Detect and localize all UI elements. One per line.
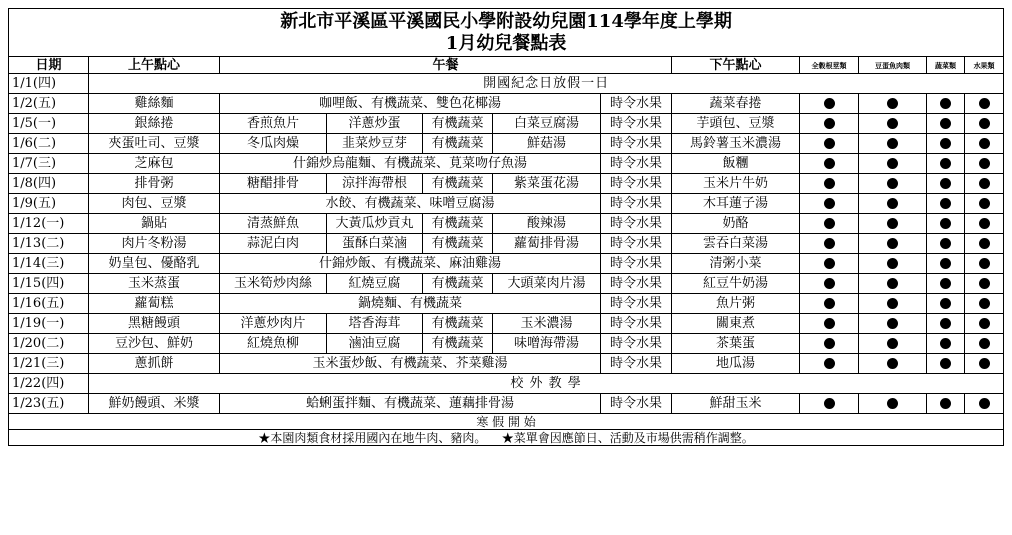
bullet-dot-icon <box>979 358 990 369</box>
date-cell: 1/9(五) <box>9 194 89 214</box>
bullet-dot-icon <box>940 338 951 349</box>
lunch-vegetable-cell: 有機蔬菜 <box>423 134 493 154</box>
food-group-fruit-cell <box>965 234 1004 254</box>
title-line-2: 1月幼兒餐點表 <box>445 32 567 54</box>
food-group-veg-cell <box>927 114 965 134</box>
lunch-side-dish-cell: 涼拌海帶根 <box>327 174 423 194</box>
food-group-fruit-cell <box>965 314 1004 334</box>
pm-snack-cell: 飯糰 <box>672 154 800 174</box>
lunch-main-dish-cell: 清蒸鮮魚 <box>220 214 327 234</box>
lunch-main-dish-cell: 洋蔥炒肉片 <box>220 314 327 334</box>
lunch-fruit-cell: 時令水果 <box>601 194 672 214</box>
am-snack-cell: 鮮奶饅頭、米漿 <box>89 394 220 414</box>
food-group-fruit-cell <box>965 294 1004 314</box>
header-lunch: 午餐 <box>220 57 672 74</box>
lunch-soup-cell: 味噌海帶湯 <box>493 334 601 354</box>
lunch-cell: 水餃、有機蔬菜、味噌豆腐湯 <box>220 194 601 214</box>
am-snack-cell: 奶皇包、優酪乳 <box>89 254 220 274</box>
food-group-veg-cell <box>927 274 965 294</box>
food-group-veg-cell <box>927 174 965 194</box>
lunch-soup-cell: 白菜豆腐湯 <box>493 114 601 134</box>
am-snack-cell: 夾蛋吐司、豆漿 <box>89 134 220 154</box>
bullet-dot-icon <box>887 298 898 309</box>
bullet-dot-icon <box>940 118 951 129</box>
bullet-dot-icon <box>887 138 898 149</box>
food-group-fruit-cell <box>965 134 1004 154</box>
date-cell: 1/21(三) <box>9 354 89 374</box>
food-group-grains-cell <box>800 114 859 134</box>
food-group-protein-cell <box>859 174 927 194</box>
lunch-fruit-cell: 時令水果 <box>601 114 672 134</box>
date-cell: 1/22(四) <box>9 374 89 394</box>
pm-snack-cell: 雲吞白菜湯 <box>672 234 800 254</box>
menu-row <box>9 214 1004 234</box>
am-snack-cell: 鍋貼 <box>89 214 220 234</box>
lunch-fruit-cell: 時令水果 <box>601 334 672 354</box>
lunch-side-dish-cell: 塔香海茸 <box>327 314 423 334</box>
menu-row <box>9 154 1004 174</box>
menu-row <box>9 334 1004 354</box>
date-cell: 1/5(一) <box>9 114 89 134</box>
bullet-dot-icon <box>979 398 990 409</box>
food-group-fruit-cell <box>965 254 1004 274</box>
food-group-fruit-cell <box>965 174 1004 194</box>
bullet-dot-icon <box>887 238 898 249</box>
header-am-snack: 上午點心 <box>89 57 220 74</box>
bullet-dot-icon <box>887 278 898 289</box>
lunch-fruit-cell: 時令水果 <box>601 134 672 154</box>
lunch-soup-cell: 玉米濃湯 <box>493 314 601 334</box>
menu-row <box>9 314 1004 334</box>
am-snack-cell: 黑糖饅頭 <box>89 314 220 334</box>
lunch-fruit-cell: 時令水果 <box>601 354 672 374</box>
title-line-1: 新北市平溪區平溪國民小學附設幼兒園114學年度上學期 <box>280 10 732 32</box>
pm-snack-cell: 關東煮 <box>672 314 800 334</box>
menu-sheet <box>8 8 1003 446</box>
food-group-grains-cell <box>800 394 859 414</box>
header-protein: 豆蛋魚肉類 <box>859 57 927 74</box>
bullet-dot-icon <box>887 218 898 229</box>
lunch-fruit-cell: 時令水果 <box>601 234 672 254</box>
bullet-dot-icon <box>940 358 951 369</box>
title-row <box>9 9 1004 57</box>
bullet-dot-icon <box>824 218 835 229</box>
lunch-main-dish-cell: 香煎魚片 <box>220 114 327 134</box>
lunch-soup-cell: 大頭菜肉片湯 <box>493 274 601 294</box>
pm-snack-cell: 玉米片牛奶 <box>672 174 800 194</box>
food-group-fruit-cell <box>965 354 1004 374</box>
food-group-veg-cell <box>927 94 965 114</box>
bullet-dot-icon <box>887 198 898 209</box>
lunch-side-dish-cell: 蛋酥白菜滷 <box>327 234 423 254</box>
food-group-veg-cell <box>927 394 965 414</box>
food-group-fruit-cell <box>965 194 1004 214</box>
header-date: 日期 <box>9 57 89 74</box>
pm-snack-cell: 清粥小菜 <box>672 254 800 274</box>
food-group-protein-cell <box>859 154 927 174</box>
menu-row <box>9 174 1004 194</box>
food-group-protein-cell <box>859 394 927 414</box>
date-cell: 1/23(五) <box>9 394 89 414</box>
date-cell: 1/14(三) <box>9 254 89 274</box>
bullet-dot-icon <box>940 198 951 209</box>
am-snack-cell: 蔥抓餅 <box>89 354 220 374</box>
food-group-fruit-cell <box>965 154 1004 174</box>
pm-snack-cell: 馬鈴薯玉米濃湯 <box>672 134 800 154</box>
food-group-grains-cell <box>800 214 859 234</box>
notes-cell <box>9 430 1004 446</box>
bullet-dot-icon <box>887 358 898 369</box>
food-group-grains-cell <box>800 174 859 194</box>
date-cell: 1/16(五) <box>9 294 89 314</box>
menu-row <box>9 274 1004 294</box>
lunch-side-dish-cell: 韭菜炒豆芽 <box>327 134 423 154</box>
lunch-fruit-cell: 時令水果 <box>601 254 672 274</box>
menu-row <box>9 394 1004 414</box>
lunch-cell: 鍋燒麵、有機蔬菜 <box>220 294 601 314</box>
food-group-veg-cell <box>927 294 965 314</box>
am-snack-cell: 銀絲捲 <box>89 114 220 134</box>
am-snack-cell: 芝麻包 <box>89 154 220 174</box>
menu-row <box>9 74 1004 94</box>
food-group-veg-cell <box>927 254 965 274</box>
food-group-veg-cell <box>927 314 965 334</box>
date-cell: 1/7(三) <box>9 154 89 174</box>
am-snack-cell: 蘿蔔糕 <box>89 294 220 314</box>
pm-snack-cell: 地瓜湯 <box>672 354 800 374</box>
pm-snack-cell: 茶葉蛋 <box>672 334 800 354</box>
lunch-vegetable-cell: 有機蔬菜 <box>423 114 493 134</box>
menu-row <box>9 294 1004 314</box>
am-snack-cell: 肉包、豆漿 <box>89 194 220 214</box>
lunch-cell: 咖哩飯、有機蔬菜、雙色花椰湯 <box>220 94 601 114</box>
food-group-protein-cell <box>859 354 927 374</box>
lunch-fruit-cell: 時令水果 <box>601 174 672 194</box>
food-group-veg-cell <box>927 234 965 254</box>
food-group-grains-cell <box>800 354 859 374</box>
lunch-vegetable-cell: 有機蔬菜 <box>423 334 493 354</box>
lunch-fruit-cell: 時令水果 <box>601 274 672 294</box>
bullet-dot-icon <box>979 238 990 249</box>
lunch-soup-cell: 蘿蔔排骨湯 <box>493 234 601 254</box>
food-group-fruit-cell <box>965 394 1004 414</box>
pm-snack-cell: 芋頭包、豆漿 <box>672 114 800 134</box>
bullet-dot-icon <box>979 298 990 309</box>
winter-break-row <box>9 414 1004 430</box>
food-group-protein-cell <box>859 314 927 334</box>
date-cell: 1/1(四) <box>9 74 89 94</box>
winter-break-cell: 寒 假 開 始 <box>9 414 1004 430</box>
menu-row <box>9 374 1004 394</box>
food-group-protein-cell <box>859 134 927 154</box>
lunch-cell: 蛤蜊蛋拌麵、有機蔬菜、蓮藕排骨湯 <box>220 394 601 414</box>
bullet-dot-icon <box>824 278 835 289</box>
bullet-dot-icon <box>824 178 835 189</box>
bullet-dot-icon <box>940 158 951 169</box>
lunch-cell: 玉米蛋炒飯、有機蔬菜、芥菜雞湯 <box>220 354 601 374</box>
lunch-soup-cell: 酸辣湯 <box>493 214 601 234</box>
menu-table <box>8 8 1004 446</box>
lunch-main-dish-cell: 糖醋排骨 <box>220 174 327 194</box>
lunch-cell: 什錦炒飯、有機蔬菜、麻油雞湯 <box>220 254 601 274</box>
pm-snack-cell: 魚片粥 <box>672 294 800 314</box>
bullet-dot-icon <box>940 218 951 229</box>
food-group-veg-cell <box>927 154 965 174</box>
lunch-main-dish-cell: 冬瓜肉燥 <box>220 134 327 154</box>
header-row <box>9 57 1004 74</box>
lunch-main-dish-cell: 蒜泥白肉 <box>220 234 327 254</box>
lunch-vegetable-cell: 有機蔬菜 <box>423 214 493 234</box>
note-menu-adjustment: ★菜單會因應節日、活動及市場供需稍作調整。 <box>501 430 754 445</box>
lunch-side-dish-cell: 紅燒豆腐 <box>327 274 423 294</box>
menu-row <box>9 254 1004 274</box>
bullet-dot-icon <box>979 178 990 189</box>
food-group-grains-cell <box>800 314 859 334</box>
food-group-veg-cell <box>927 194 965 214</box>
food-group-protein-cell <box>859 194 927 214</box>
bullet-dot-icon <box>824 258 835 269</box>
date-cell: 1/19(一) <box>9 314 89 334</box>
lunch-side-dish-cell: 洋蔥炒蛋 <box>327 114 423 134</box>
special-event-cell: 開國紀念日放假一日 <box>89 74 1004 94</box>
am-snack-cell: 雞絲麵 <box>89 94 220 114</box>
am-snack-cell: 豆沙包、鮮奶 <box>89 334 220 354</box>
lunch-soup-cell: 鮮菇湯 <box>493 134 601 154</box>
header-veg: 蔬菜類 <box>927 57 965 74</box>
lunch-fruit-cell: 時令水果 <box>601 314 672 334</box>
bullet-dot-icon <box>824 318 835 329</box>
pm-snack-cell: 鮮甜玉米 <box>672 394 800 414</box>
food-group-grains-cell <box>800 334 859 354</box>
bullet-dot-icon <box>887 118 898 129</box>
bullet-dot-icon <box>940 138 951 149</box>
bullet-dot-icon <box>824 338 835 349</box>
lunch-fruit-cell: 時令水果 <box>601 294 672 314</box>
pm-snack-cell: 奶酪 <box>672 214 800 234</box>
bullet-dot-icon <box>940 298 951 309</box>
bullet-dot-icon <box>979 318 990 329</box>
food-group-veg-cell <box>927 334 965 354</box>
food-group-fruit-cell <box>965 114 1004 134</box>
header-pm-snack: 下午點心 <box>672 57 800 74</box>
bullet-dot-icon <box>940 238 951 249</box>
date-cell: 1/12(一) <box>9 214 89 234</box>
date-cell: 1/6(二) <box>9 134 89 154</box>
food-group-protein-cell <box>859 214 927 234</box>
pm-snack-cell: 紅豆牛奶湯 <box>672 274 800 294</box>
menu-row <box>9 94 1004 114</box>
lunch-vegetable-cell: 有機蔬菜 <box>423 234 493 254</box>
bullet-dot-icon <box>887 258 898 269</box>
food-group-veg-cell <box>927 354 965 374</box>
food-group-grains-cell <box>800 294 859 314</box>
am-snack-cell: 排骨粥 <box>89 174 220 194</box>
lunch-fruit-cell: 時令水果 <box>601 394 672 414</box>
menu-row <box>9 114 1004 134</box>
bullet-dot-icon <box>979 278 990 289</box>
bullet-dot-icon <box>940 178 951 189</box>
bullet-dot-icon <box>979 118 990 129</box>
date-cell: 1/15(四) <box>9 274 89 294</box>
bullet-dot-icon <box>940 398 951 409</box>
food-group-fruit-cell <box>965 214 1004 234</box>
bullet-dot-icon <box>824 198 835 209</box>
food-group-grains-cell <box>800 274 859 294</box>
note-meat-source: ★本園肉類食材採用國內在地牛肉、豬肉。 <box>258 430 487 445</box>
food-group-protein-cell <box>859 334 927 354</box>
header-fruit: 水果類 <box>965 57 1004 74</box>
bullet-dot-icon <box>824 158 835 169</box>
lunch-vegetable-cell: 有機蔬菜 <box>423 174 493 194</box>
food-group-fruit-cell <box>965 94 1004 114</box>
bullet-dot-icon <box>979 258 990 269</box>
bullet-dot-icon <box>940 98 951 109</box>
bullet-dot-icon <box>824 298 835 309</box>
bullet-dot-icon <box>940 318 951 329</box>
bullet-dot-icon <box>887 338 898 349</box>
menu-row <box>9 194 1004 214</box>
date-cell: 1/2(五) <box>9 94 89 114</box>
menu-row <box>9 354 1004 374</box>
food-group-grains-cell <box>800 234 859 254</box>
bullet-dot-icon <box>979 138 990 149</box>
bullet-dot-icon <box>824 98 835 109</box>
food-group-protein-cell <box>859 94 927 114</box>
title-cell <box>9 9 1004 57</box>
bullet-dot-icon <box>824 358 835 369</box>
bullet-dot-icon <box>824 118 835 129</box>
lunch-main-dish-cell: 紅燒魚柳 <box>220 334 327 354</box>
menu-row <box>9 134 1004 154</box>
pm-snack-cell: 蔬菜春捲 <box>672 94 800 114</box>
food-group-grains-cell <box>800 194 859 214</box>
lunch-vegetable-cell: 有機蔬菜 <box>423 314 493 334</box>
header-grains: 全穀根莖類 <box>800 57 859 74</box>
note-spacer <box>486 431 501 445</box>
food-group-protein-cell <box>859 294 927 314</box>
lunch-soup-cell: 紫菜蛋花湯 <box>493 174 601 194</box>
lunch-side-dish-cell: 大黃瓜炒貢丸 <box>327 214 423 234</box>
bullet-dot-icon <box>887 158 898 169</box>
date-cell: 1/20(二) <box>9 334 89 354</box>
food-group-grains-cell <box>800 94 859 114</box>
date-cell: 1/8(四) <box>9 174 89 194</box>
date-cell: 1/13(二) <box>9 234 89 254</box>
food-group-veg-cell <box>927 134 965 154</box>
bullet-dot-icon <box>887 98 898 109</box>
food-group-veg-cell <box>927 214 965 234</box>
menu-row <box>9 234 1004 254</box>
bullet-dot-icon <box>940 258 951 269</box>
food-group-protein-cell <box>859 114 927 134</box>
bullet-dot-icon <box>824 238 835 249</box>
bullet-dot-icon <box>824 138 835 149</box>
bullet-dot-icon <box>824 398 835 409</box>
bullet-dot-icon <box>940 278 951 289</box>
food-group-grains-cell <box>800 254 859 274</box>
food-group-fruit-cell <box>965 334 1004 354</box>
lunch-main-dish-cell: 玉米筍炒肉絲 <box>220 274 327 294</box>
special-event-cell: 校 外 教 學 <box>89 374 1004 394</box>
lunch-side-dish-cell: 滷油豆腐 <box>327 334 423 354</box>
bullet-dot-icon <box>979 98 990 109</box>
notes-row <box>9 430 1004 446</box>
bullet-dot-icon <box>887 178 898 189</box>
bullet-dot-icon <box>979 338 990 349</box>
am-snack-cell: 肉片冬粉湯 <box>89 234 220 254</box>
food-group-protein-cell <box>859 234 927 254</box>
food-group-grains-cell <box>800 134 859 154</box>
am-snack-cell: 玉米蒸蛋 <box>89 274 220 294</box>
bullet-dot-icon <box>887 318 898 329</box>
lunch-fruit-cell: 時令水果 <box>601 154 672 174</box>
bullet-dot-icon <box>887 398 898 409</box>
bullet-dot-icon <box>979 218 990 229</box>
lunch-vegetable-cell: 有機蔬菜 <box>423 274 493 294</box>
food-group-protein-cell <box>859 274 927 294</box>
food-group-grains-cell <box>800 154 859 174</box>
bullet-dot-icon <box>979 198 990 209</box>
pm-snack-cell: 木耳蓮子湯 <box>672 194 800 214</box>
lunch-fruit-cell: 時令水果 <box>601 214 672 234</box>
lunch-cell: 什錦炒烏龍麵、有機蔬菜、莧菜吻仔魚湯 <box>220 154 601 174</box>
food-group-fruit-cell <box>965 274 1004 294</box>
lunch-fruit-cell: 時令水果 <box>601 94 672 114</box>
food-group-protein-cell <box>859 254 927 274</box>
bullet-dot-icon <box>979 158 990 169</box>
